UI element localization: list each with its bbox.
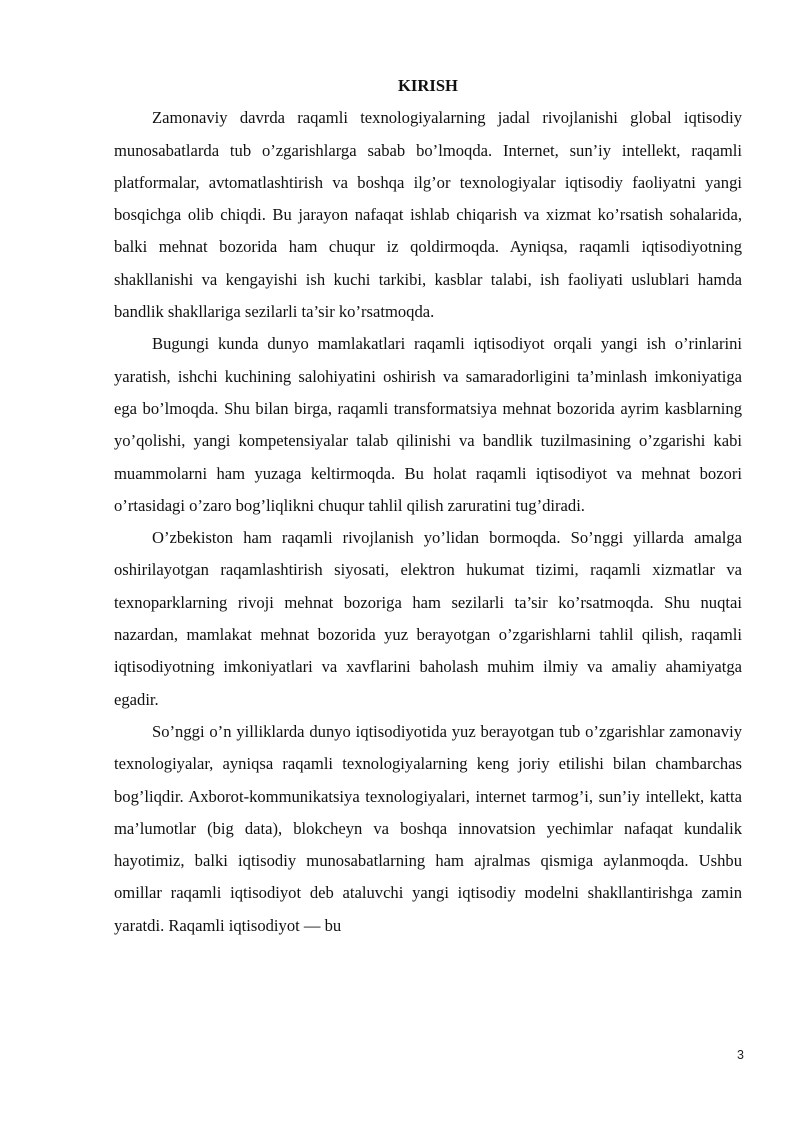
paragraph-4: So’nggi o’n yilliklarda dunyo iqtisodiyotida yuz berayotgan tub o’zgarishlar zamonaviy texnologiyalar, ayniqsa raqamli texnologiyalarning keng joriy etilishi bilan chambarchas bog’liqdir. Axborot-kommunikatsiya texnologiyalari, internet tarmog’i, sun’iy intellekt, katta ma’lumotlar (big data), blokcheyn va boshqa innovatsion yechimlar nafaqat kundalik hayotimiz, balki iqtisodiy munosabatlarning ham ajralmas qismiga aylanmoqda. Ushbu omillar raqamli iqtisodiyot deb ataluvchi yangi iqtisodiy modelni shakllantirishga zamin yaratdi. Raqamli iqtisodiyot — bu xyxy=(114,721,742,935)
paragraph-2: Bugungi kunda dunyo mamlakatlari raqamli iqtisodiyot orqali yangi ish o’rinlarini yaratish, ishchi kuchining salohiyatini oshirish va samaradorligini ta’minlash imkoniyatiga ega bo’lmoqda. Shu bilan birga, raqamli transformatsiya mehnat bozorida ayrim kasblarning yo’qolishi, yangi kompetensiyalar talab qilinishi va bandlik tuzilmasining o’zgarishi kabi muammolarni ham yuzaga keltirmoqda. Bu holat raqamli iqtisodiyot va mehnat bozori o’rtasidagi o’zaro bog’liqlikni chuqur tahlil qilish zaruratini tug’diradi. xyxy=(114,334,742,515)
paragraph-1: Zamonaviy davrda raqamli texnologiyalarning jadal rivojlanishi global iqtisodiy munosabatlarda tub o’zgarishlarga sabab bo’lmoqda. Internet, sun’iy intellekt, raqamli platformalar, avtomatlashtirish va boshqa ilg’or texnologiyalar iqtisodiy faoliyatni yangi bosqichga olib chiqdi. Bu jarayon nafaqat ishlab chiqarish va xizmat ko’rsatish sohalarida, balki mehnat bozorida ham chuqur iz qoldirmoqda. Ayniqsa, raqamli iqtisodiyotning shakllanishi va kengayishi ish kuchi tarkibi, kasblar talabi, ish faoliyati uslublari hamda bandlik shakllariga sezilarli ta’sir ko’rsatmoqda. xyxy=(114,108,742,322)
page-content xyxy=(114,70,742,942)
paragraph-3: O’zbekiston ham raqamli rivojlanish yo’lidan bormoqda. So’nggi yillarda amalga oshirilayotgan raqamlashtirish siyosati, elektron hukumat tizimi, raqamli xizmatlar va texnoparklarning rivoji mehnat bozoriga ham sezilarli ta’sir ko’rsatmoqda. Shu nuqtai nazardan, mamlakat mehnat bozorida yuz berayotgan o’zgarishlarni tahlil qilish, raqamli iqtisodiyotning imkoniyatlari va xavflarini baholash muhim ilmiy va amaliy ahamiyatga egadir. xyxy=(114,528,742,709)
page-number: 3 xyxy=(737,1048,744,1062)
section-heading: KIRISH xyxy=(398,76,458,95)
